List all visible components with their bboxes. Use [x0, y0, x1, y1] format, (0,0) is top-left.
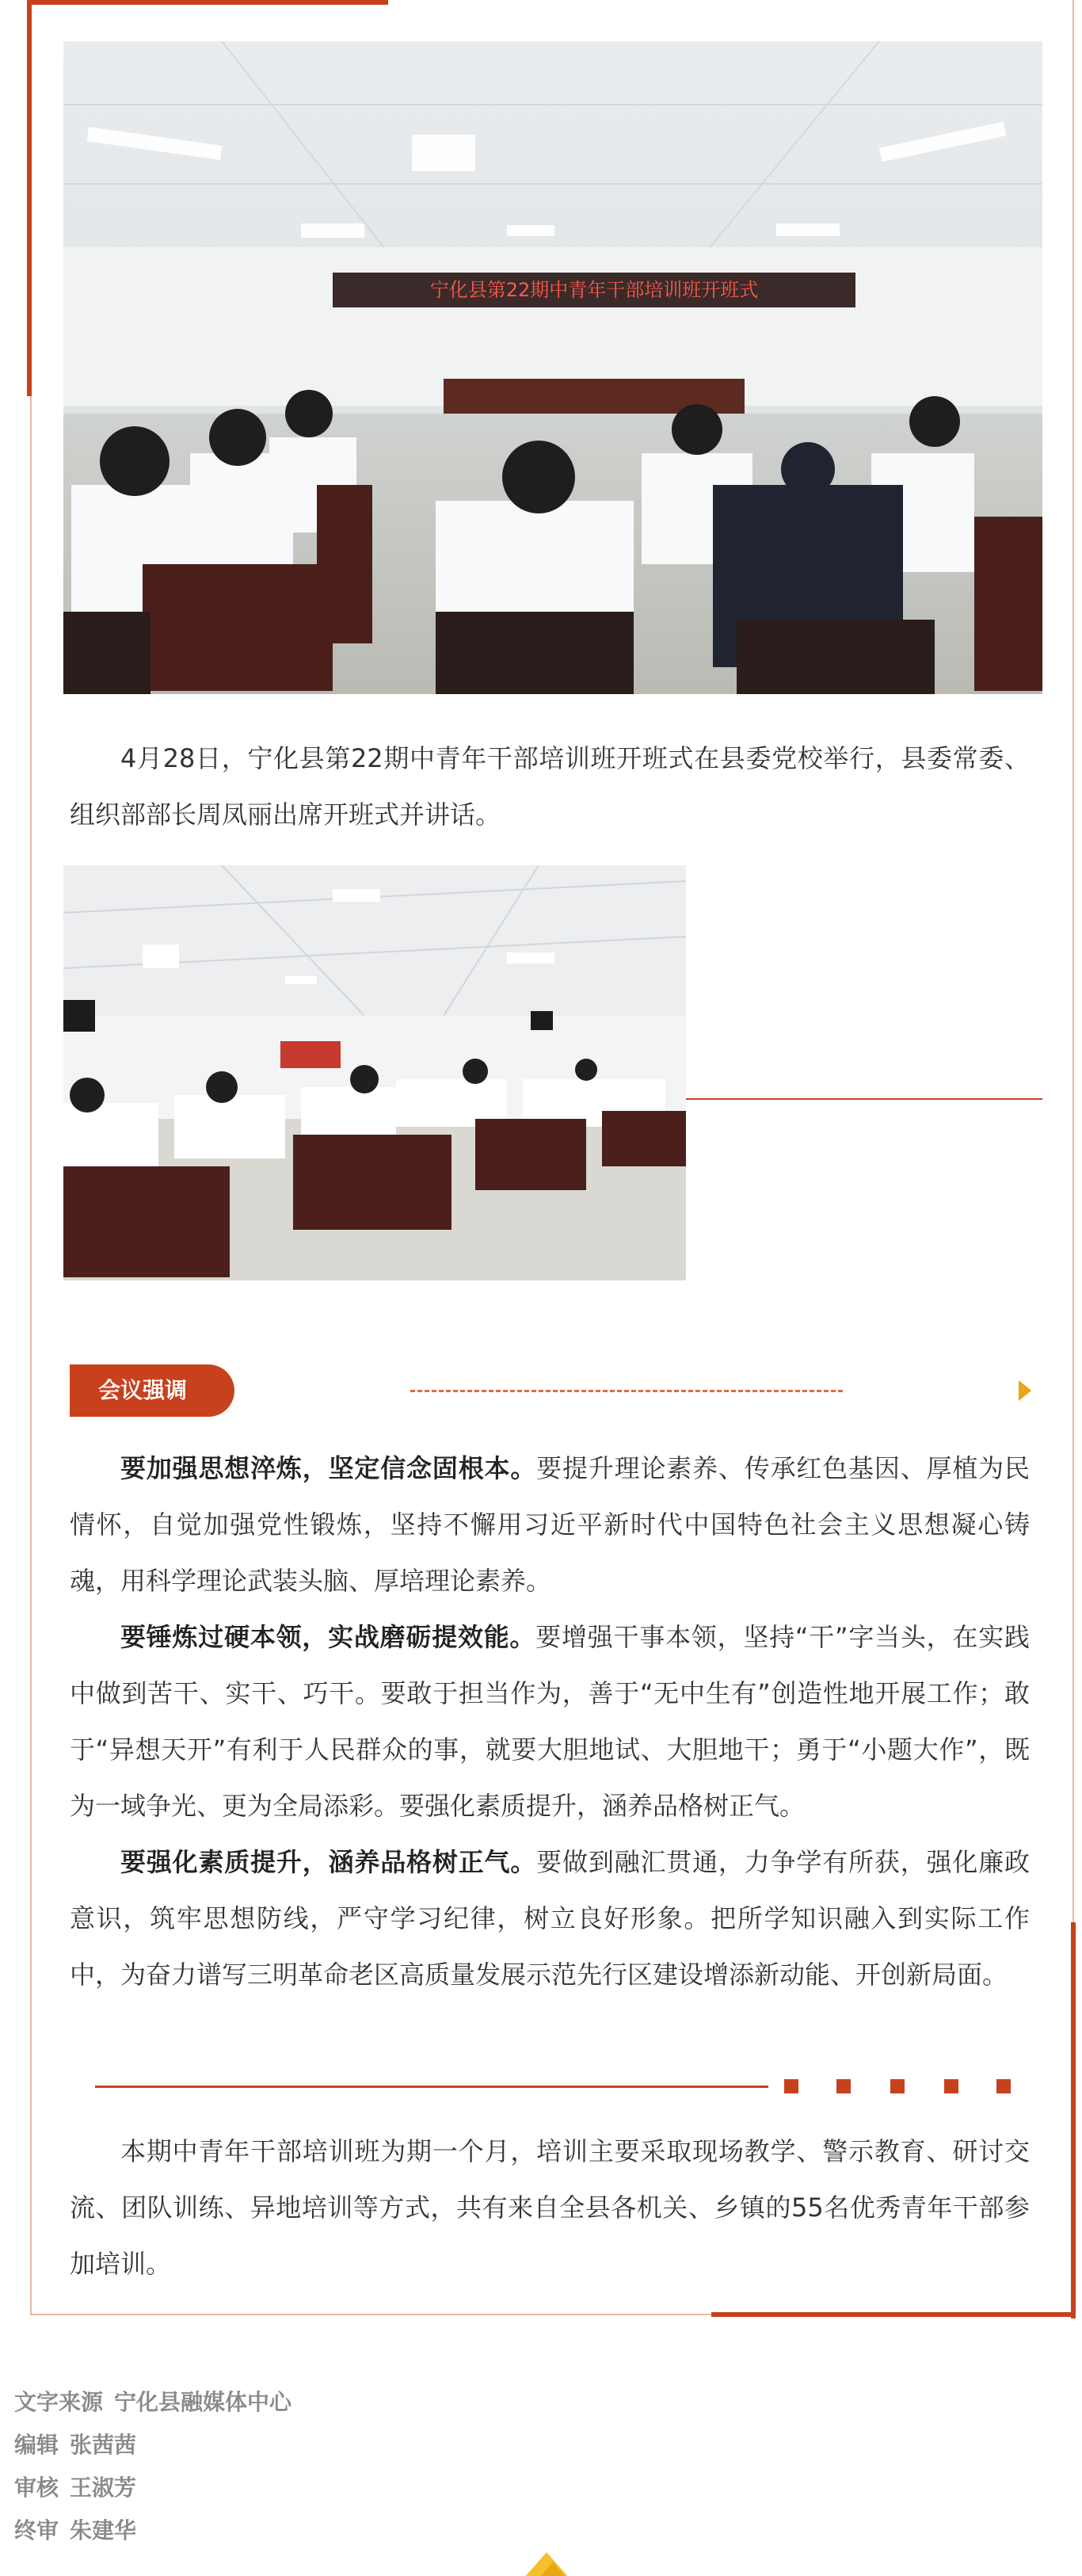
emphasis-body-3: 要做到融汇贯通，力争学有所获，强化廉政意识，筑牢思想防线，严守学习纪律，树立良好形象。把所学知识融入到实际工作中，为奋力谱写三明革命老区高质量发展示范先行区建设增添新动能、开创新局面。 [70, 1847, 1030, 1990]
credit-final-review [14, 2509, 303, 2552]
credit-value: 宁化县融媒体中心 [114, 2389, 292, 2415]
credit-reviewer [14, 2467, 303, 2509]
credit-value: 王淑芳 [70, 2475, 137, 2501]
divider-square [836, 2079, 851, 2093]
emphasis-paragraph-3 [70, 1834, 1030, 2003]
accent-bottom-bar [711, 2312, 1074, 2317]
credit-editor [14, 2424, 303, 2467]
divider-square [944, 2079, 958, 2093]
emphasis-body-1: 要提升理论素养、传承红色基因、厚植为民情怀，自觉加强党性锻炼，坚持不懈用习近平新时代中国特色社会主义思想凝心铸魂，用科学理论武装头脑、厚培理论素养。 [70, 1453, 1030, 1596]
accent-right-bar [1071, 1922, 1076, 2318]
accent-left-bar [27, 0, 32, 396]
divider-square [784, 2079, 798, 2093]
emphasis-paragraph-2 [70, 1609, 1030, 1834]
divider-square [996, 2079, 1011, 2093]
emphasis-lead-2: 要锤炼过硬本领，实战磨砺提效能。 [120, 1622, 536, 1652]
credits-block [14, 2381, 303, 2552]
emphasis-paragraph-1 [70, 1441, 1030, 1609]
bottom-ornament-icon [515, 2547, 578, 2576]
emphasis-lead-3: 要强化素质提升，涵养品格树正气。 [120, 1847, 537, 1877]
credit-value: 朱建华 [70, 2517, 137, 2544]
trainees-photo [63, 865, 686, 1280]
photo-side-rule [686, 1098, 1042, 1100]
divider-square [890, 2079, 905, 2093]
credit-source [14, 2381, 303, 2424]
emphasis-lead-1: 要加强思想淬炼，坚定信念固根本。 [120, 1453, 537, 1483]
credit-label: 终审 [14, 2517, 59, 2544]
credit-label: 编辑 [14, 2432, 59, 2458]
intro-paragraph: 4月28日，宁化县第22期中青年干部培训班开班式在县委党校举行，县委常委、组织部部长周凤丽出席开班式并讲话。 [70, 743, 1030, 830]
credit-value: 张茜茜 [70, 2432, 137, 2458]
photo-banner-text: 宁化县第22期中青年干部培训班开班式 [429, 279, 759, 301]
closing-divider [95, 2086, 768, 2088]
opening-ceremony-photo [63, 41, 1042, 694]
arrow-right-icon [1019, 1380, 1031, 1401]
emphasis-body-2: 要增强干事本领，坚持“干”字当头，在实践中做到苦干、实干、巧干。要敢于担当作为，善于“无中生有”创造性地开展工作；敢于“异想天开”有利于人民群众的事，就要大胆地试、大胆地干；勇于“小题大作”，既为一域争光、更为全局添彩。要强化素质提升，涵养品格树正气。 [70, 1622, 1030, 1821]
credit-label: 审核 [14, 2475, 59, 2501]
tag-dashed-line [410, 1390, 843, 1392]
section-tag: 会议强调 [70, 1364, 234, 1417]
credit-label: 文字来源 [14, 2389, 104, 2415]
closing-paragraph: 本期中青年干部培训班为期一个月，培训主要采取现场教学、警示教育、研讨交流、团队训练、异地培训等方式，共有来自全县各机关、乡镇的55名优秀青年干部参加培训。 [70, 2136, 1030, 2279]
accent-top-bar [30, 0, 388, 5]
